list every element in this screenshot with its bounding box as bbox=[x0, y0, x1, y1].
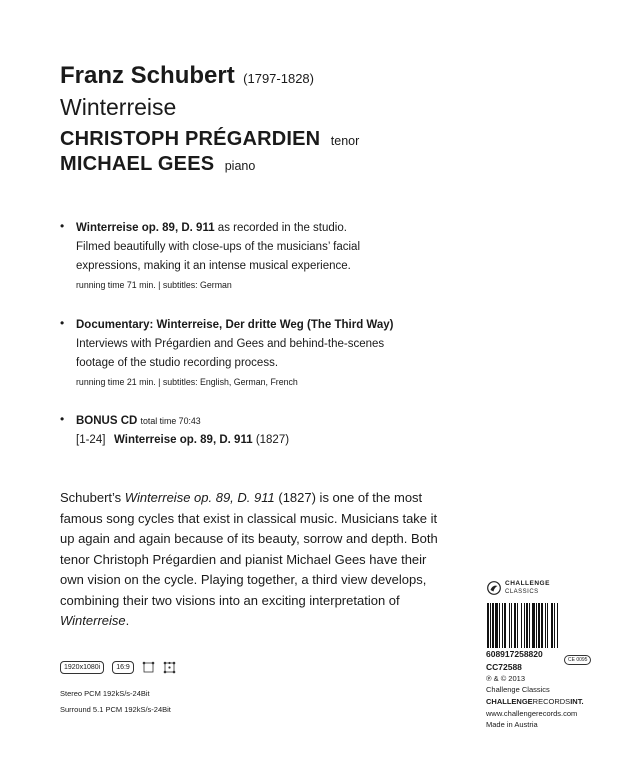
item-line: footage of the studio recording process. bbox=[76, 357, 279, 369]
tech-badges bbox=[60, 661, 184, 674]
copyright-text: ℗ & © 2013 bbox=[486, 674, 525, 683]
bonus-title-line bbox=[76, 412, 460, 431]
description-text: (1827) is one of the most famous song cycles that exist in classical music. Musicians take it up again and again because of its beauty, sorrow and depth. Both tenor Christoph Prégardien and pianist Michael Gees have their own vision on the cycle. Playing together, a third view develops, combining their two visions into an exciting interpretation of bbox=[60, 490, 438, 608]
item-title-line bbox=[76, 219, 460, 238]
company-name: Challenge Classics bbox=[486, 685, 550, 694]
track-number: [1-24] bbox=[76, 434, 106, 446]
description-text: . bbox=[125, 613, 130, 628]
item-title-suffix: as recorded in the studio. bbox=[214, 222, 347, 234]
catalog-number: CC72588 bbox=[486, 662, 522, 672]
item-meta: running time 71 min. | subtitles: German bbox=[76, 280, 232, 290]
audio-surround: Surround 5.1 PCM 192kS/s-24Bit bbox=[60, 705, 171, 714]
composer-dates: (1797-1828) bbox=[243, 71, 314, 86]
item-line: Filmed beautifully with close-ups of the musicians’ facial bbox=[76, 241, 361, 253]
content-item-bonus-cd bbox=[60, 412, 460, 450]
composer-line bbox=[60, 62, 314, 90]
records-brand bbox=[486, 697, 584, 706]
bonus-title: BONUS CD bbox=[76, 415, 138, 427]
aspect-badge: 16:9 bbox=[112, 661, 134, 674]
composer-name: Franz Schubert bbox=[60, 62, 235, 89]
bullet-icon: • bbox=[60, 316, 65, 330]
artist-name: MICHAEL GEES bbox=[60, 153, 215, 175]
item-line: expressions, making it an intense musical experience. bbox=[76, 260, 351, 272]
artist-tenor bbox=[60, 128, 359, 151]
track-row bbox=[76, 431, 460, 450]
audio-stereo: Stereo PCM 192kS/s-24Bit bbox=[60, 689, 150, 698]
description-italic: Winterreise op. 89, D. 911 bbox=[124, 490, 275, 505]
track-title: Winterreise op. 89, D. 911 bbox=[114, 434, 253, 446]
ce-mark-badge: CE 0095 bbox=[564, 655, 591, 665]
bullet-icon: • bbox=[60, 412, 65, 426]
item-title: Winterreise op. 89, D. 911 bbox=[76, 222, 215, 234]
artist-name: CHRISTOPH PRÉGARDIEN bbox=[60, 128, 321, 150]
artist-role: tenor bbox=[330, 134, 360, 148]
bonus-time: total time 70:43 bbox=[140, 416, 201, 426]
bullet-icon: • bbox=[60, 219, 65, 233]
track-year: (1827) bbox=[255, 434, 290, 446]
website-link[interactable]: www.challengerecords.com bbox=[486, 709, 578, 718]
content-item-film bbox=[60, 219, 460, 295]
stereo-speaker-icon bbox=[142, 661, 155, 674]
barcode-number: 608917258820 bbox=[486, 649, 543, 659]
description-italic: Winterreise bbox=[60, 613, 126, 628]
records-brand-rest: RECORDS bbox=[532, 697, 571, 706]
work-title: Winterreise bbox=[60, 94, 177, 120]
logo-line-2: CLASSICS bbox=[505, 589, 539, 595]
barcode-image bbox=[486, 603, 582, 648]
content-item-documentary bbox=[60, 316, 460, 392]
item-line: Interviews with Prégardien and Gees and behind-the-scenes bbox=[76, 338, 385, 350]
item-title-line bbox=[76, 316, 460, 335]
description-text: Schubert’s bbox=[60, 490, 125, 505]
challenge-logo bbox=[487, 579, 550, 597]
description-paragraph bbox=[60, 488, 440, 632]
made-in-text: Made in Austria bbox=[486, 720, 538, 729]
artist-piano bbox=[60, 153, 255, 176]
item-title: Documentary: Winterreise, Der dritte Weg (The Third Way) bbox=[76, 319, 394, 331]
challenge-logo-icon bbox=[487, 581, 501, 595]
records-brand-int: INT. bbox=[570, 697, 584, 706]
item-meta: running time 21 min. | subtitles: English, German, French bbox=[76, 377, 298, 387]
records-brand-bold: CHALLENGE bbox=[486, 697, 533, 706]
surround-speaker-icon bbox=[163, 661, 176, 674]
logo-line-1: CHALLENGE bbox=[505, 580, 550, 587]
artist-role: piano bbox=[224, 159, 256, 173]
resolution-badge: 1920x1080i bbox=[60, 661, 104, 674]
